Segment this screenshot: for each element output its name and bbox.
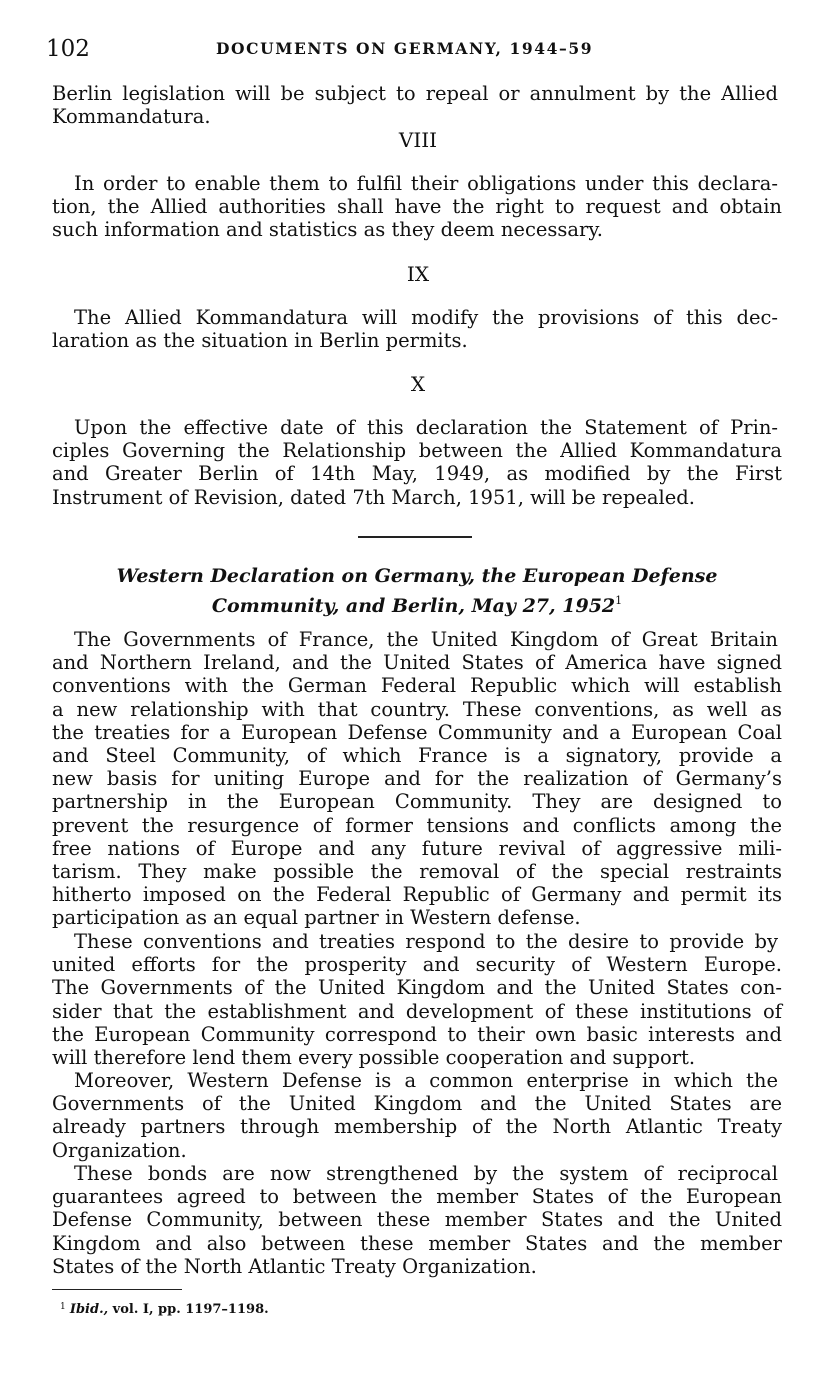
text-line: and Northern Ireland, and the United States of America have signed bbox=[52, 651, 782, 675]
section-numeral-ix: IX bbox=[406, 262, 430, 286]
text-line: The Governments of France, the United Kingdom of Great Britain bbox=[74, 628, 778, 651]
section-viii-paragraph bbox=[52, 172, 782, 242]
footnote bbox=[60, 1298, 269, 1319]
text-line: united efforts for the prosperity and security of Western Europe. bbox=[52, 953, 782, 977]
text-line: ciples Governing the Relationship between the Allied Kommandatura bbox=[52, 439, 782, 463]
declaration-paragraph-4 bbox=[52, 1162, 782, 1278]
text-line: prevent the resurgence of former tensions and conflicts among the bbox=[52, 813, 782, 837]
text-line: States of the North Atlantic Treaty Organization. bbox=[52, 1254, 537, 1278]
text-line: free nations of Europe and any future revival of aggressive mili- bbox=[52, 836, 782, 860]
declaration-paragraph-3 bbox=[52, 1069, 782, 1162]
text-line: Upon the effective date of this declaration the Statement of Prin- bbox=[74, 416, 778, 439]
text-line: Kommandatura. bbox=[52, 105, 211, 129]
text-line: conventions with the German Federal Republic which will establish bbox=[52, 674, 782, 698]
heading-line-2-text: Community, and Berlin, May 27, 1952 bbox=[211, 594, 616, 617]
text-line: and Greater Berlin of 14th May, 1949, as modified by the First bbox=[52, 462, 782, 486]
footnote-marker: 1 bbox=[60, 1302, 66, 1312]
text-line: These conventions and treaties respond to the desire to provide by bbox=[74, 930, 778, 953]
text-line: partnership in the European Community. They are designed to bbox=[52, 790, 782, 814]
text-line: tion, the Allied authorities shall have the right to request and obtain bbox=[52, 195, 782, 219]
text-line: already partners through membership of the North Atlantic Treaty bbox=[52, 1115, 782, 1139]
page-number: 102 bbox=[46, 36, 90, 62]
declaration-heading bbox=[52, 565, 782, 618]
text-line: tarism. They make possible the removal of the special restraints bbox=[52, 860, 782, 884]
section-numeral-x: X bbox=[410, 372, 426, 396]
declaration-paragraph-1 bbox=[52, 628, 782, 930]
text-line: a new relationship with that country. These conventions, as well as bbox=[52, 697, 782, 721]
text-line: Moreover, Western Defense is a common enterprise in which the bbox=[74, 1069, 778, 1092]
section-numeral-viii: VIII bbox=[398, 128, 438, 152]
text-line: the treaties for a European Defense Community and a European Coal bbox=[52, 720, 782, 744]
footnote-citation: vol. I, pp. 1197–1198. bbox=[108, 1302, 269, 1317]
text-line: Organization. bbox=[52, 1138, 187, 1162]
footnote-divider bbox=[52, 1289, 182, 1290]
section-x-paragraph bbox=[52, 416, 782, 509]
text-line: These bonds are now strengthened by the system of reciprocal bbox=[74, 1162, 778, 1185]
text-line: will therefore lend them every possible cooperation and support. bbox=[52, 1046, 696, 1070]
text-line: Berlin legislation will be subject to repeal or annulment by the Allied bbox=[52, 82, 778, 105]
text-line: In order to enable them to fulfil their obligations under this declara- bbox=[74, 172, 778, 195]
intro-paragraph bbox=[52, 82, 782, 128]
text-line: laration as the situation in Berlin permits. bbox=[52, 329, 468, 353]
text-line: Instrument of Revision, dated 7th March, 1951, will be repealed. bbox=[52, 485, 695, 509]
text-line: Kingdom and also between these member States and the member bbox=[52, 1231, 782, 1255]
running-title: DOCUMENTS ON GERMANY, 1944–59 bbox=[216, 39, 594, 58]
page-header bbox=[46, 34, 786, 64]
section-ix-paragraph bbox=[52, 306, 782, 352]
text-line: participation as an equal partner in Western defense. bbox=[52, 906, 581, 930]
text-line: new basis for uniting Europe and for the realization of Germany’s bbox=[52, 767, 782, 791]
text-line: hitherto imposed on the Federal Republic of Germany and permit its bbox=[52, 883, 782, 907]
text-line: sider that the establishment and development of these institutions of bbox=[52, 999, 782, 1023]
text-line: such information and statistics as they deem necessary. bbox=[52, 218, 603, 242]
text-line: guarantees agreed to between the member States of the European bbox=[52, 1185, 782, 1209]
text-line: the European Community correspond to their own basic interests and bbox=[52, 1022, 782, 1046]
heading-line-1: Western Declaration on Germany, the European Defense bbox=[116, 565, 718, 587]
text-line: The Allied Kommandatura will modify the provisions of this dec- bbox=[74, 306, 778, 329]
text-line: Governments of the United Kingdom and the United States are bbox=[52, 1092, 782, 1116]
footnote-ibid: Ibid., bbox=[69, 1302, 109, 1317]
text-line: and Steel Community, of which France is a signatory, provide a bbox=[52, 744, 782, 768]
section-divider bbox=[358, 536, 472, 538]
text-line: Defense Community, between these member States and the United bbox=[52, 1208, 782, 1232]
declaration-paragraph-2 bbox=[52, 930, 782, 1069]
heading-line-2 bbox=[52, 589, 782, 619]
text-line: The Governments of the United Kingdom and the United States con- bbox=[52, 976, 782, 1000]
footnote-reference: 1 bbox=[615, 593, 623, 607]
